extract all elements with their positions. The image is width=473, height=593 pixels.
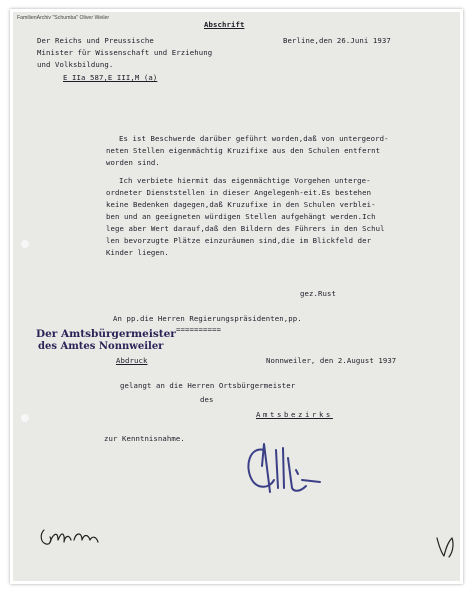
reference-number: E IIa 587,E III,M (a)	[63, 73, 158, 82]
archive-credit: FamilienArchiv "Schumba" Oliver Weiler	[17, 15, 110, 21]
stamp-line-1: Der Amtsbürgermeister	[36, 328, 176, 340]
handwritten-mark-right	[434, 534, 458, 560]
sender-line-1: Der Reichs und Preussische	[37, 36, 154, 45]
body-line: Es ist Beschwerde darüber geführt worden,daß von untergeord-	[119, 134, 389, 143]
body-line: lege aber Wert darauf,daß den Bildern des Führers in den Schul	[106, 224, 385, 233]
signed-by: gez.Rust	[300, 289, 336, 298]
forward-line-3: Amtsbezirks	[256, 410, 333, 419]
sender-line-3: und Volksbildung.	[37, 60, 114, 69]
acknowledgement-note: zur Kenntnisnahme.	[104, 434, 185, 443]
body-line: Ich verbiete hiermit das eigenmächtige Vorgehen unterge-	[119, 176, 371, 185]
body-line: ben und an geeigneten würdigen Stellen aufgehängt werden.Ich	[106, 212, 376, 221]
place-date-2: Nonnweiler, den 2.August 1937	[266, 356, 397, 365]
abdruck-label: Abdruck	[116, 356, 148, 365]
place-date: Berline,den 26.Juni 1937	[283, 36, 391, 45]
body-line: worden sind.	[106, 158, 160, 167]
stamp-line-2: des Amtes Nonnweiler	[38, 341, 164, 352]
body-line: len bevorzugte Plätze einzuräumen sind,die im Blickfeld der	[106, 236, 372, 245]
body-line: Kinder liegen.	[106, 248, 169, 257]
separator-line: ==========	[176, 325, 221, 334]
body-line: keine Bedenken dagegen,daß Kruzufixe in den Schulen verblei-	[106, 200, 376, 209]
body-line: ordneter Dienststellen in dieser Angelegenh-eit.Es bestehen	[106, 188, 372, 197]
handwritten-initials-left	[38, 526, 108, 550]
forward-line-2: des	[200, 395, 214, 404]
handwritten-signature	[236, 436, 346, 506]
punch-hole-top	[21, 240, 29, 248]
forward-line-1: gelangt an die Herren Ortsbürgermeister	[120, 381, 296, 390]
sender-line-2: Minister für Wissenschaft und Erziehung	[37, 48, 213, 57]
body-line: neten Stellen eigenmächtig Kruzifixe aus den Schulen entfernt	[106, 146, 381, 155]
punch-hole-bottom	[21, 414, 29, 422]
document-heading: Abschrift	[204, 20, 245, 29]
addressee-line: An pp.die Herren Regierungspräsidenten,pp.	[113, 314, 302, 323]
